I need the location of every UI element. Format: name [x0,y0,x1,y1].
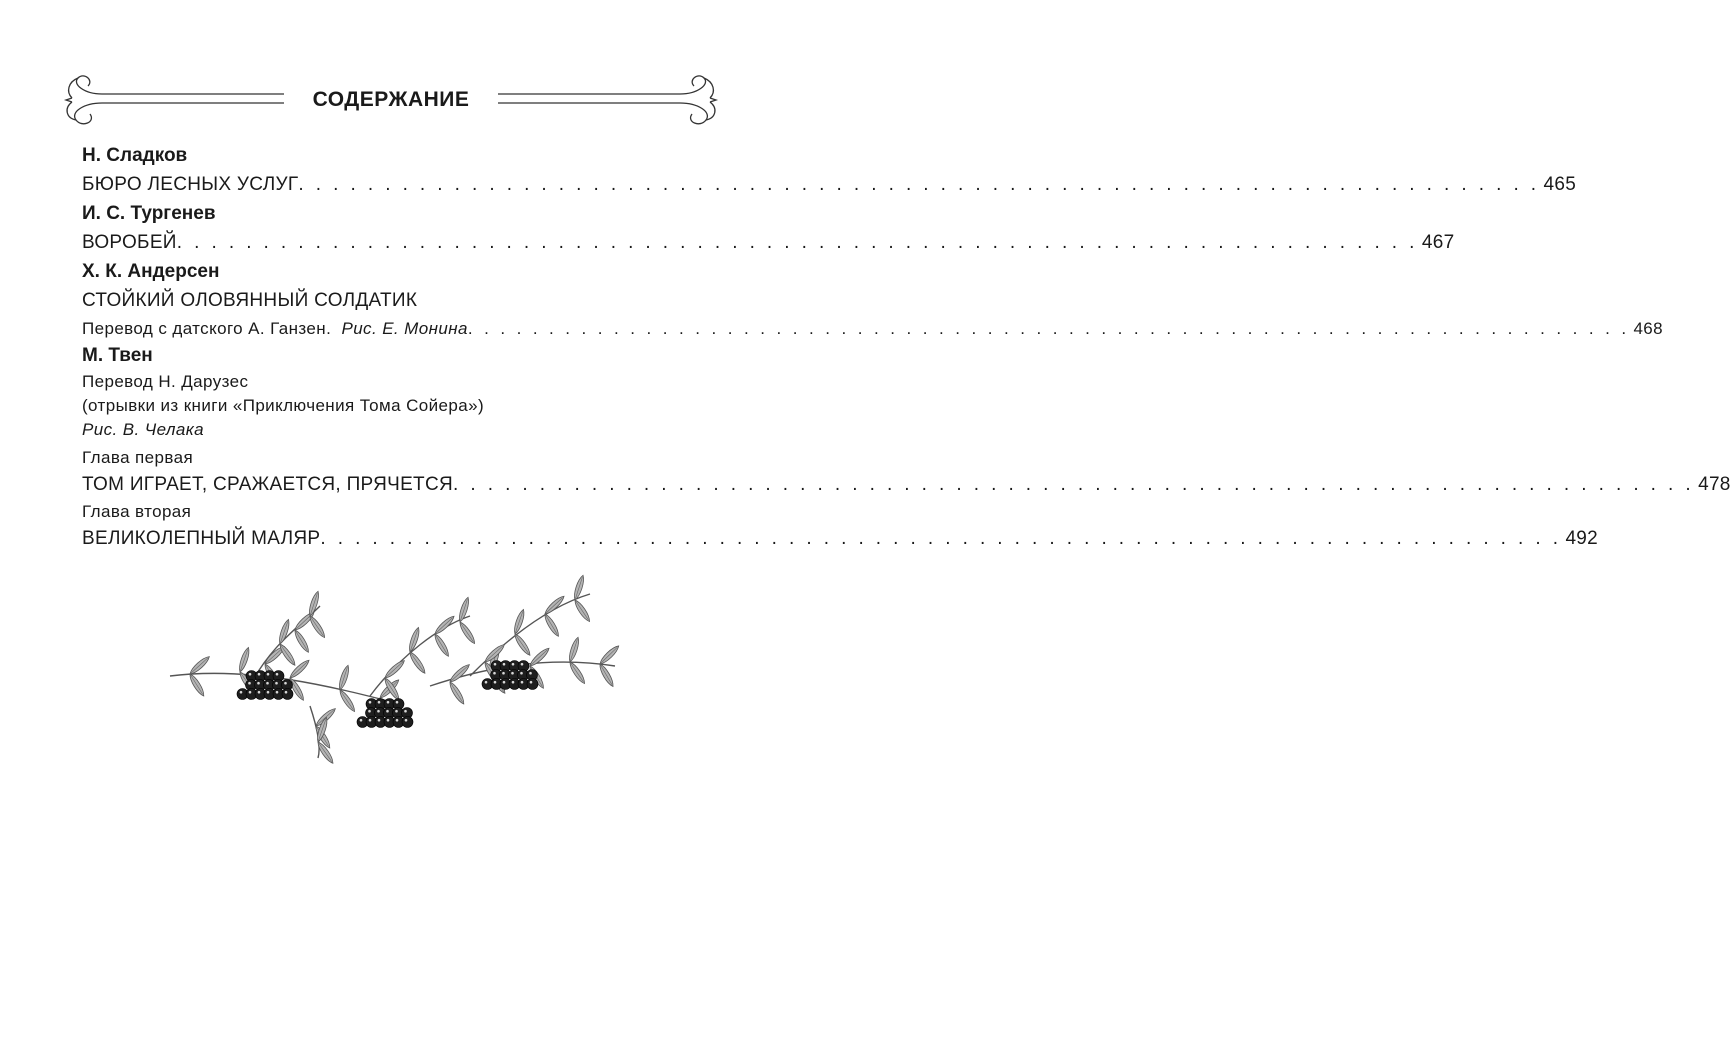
leaf-shape [447,680,466,705]
berry-highlight [512,681,515,684]
leaf-shape [432,632,451,657]
leaf-shape [277,618,291,645]
berry-highlight [285,691,288,694]
page-title: СОДЕРЖАНИЕ [312,88,470,111]
berry-highlight [405,719,408,722]
berry-highlight [395,710,398,713]
berry-highlight [494,681,497,684]
page-number: 478 [1698,474,1731,495]
leaf-shape [568,660,588,685]
berry-highlight [276,673,279,676]
berry-highlight [257,682,260,685]
berry-highlight [521,663,524,666]
leaf-shape [542,612,561,637]
berry-highlight [521,681,524,684]
berry-highlight [267,691,270,694]
berry-highlight [240,691,243,694]
leaf-shape [187,672,206,697]
berry-highlight [284,682,287,685]
entry-title: ВОРОБЕЙ [82,232,177,253]
entry-credits [82,316,468,342]
leaf-shape [408,650,428,675]
berry-highlight [529,672,532,675]
berry-highlight [275,682,278,685]
entry-title: БЮРО ЛЕСНЫХ УСЛУГ [82,174,299,195]
berry-highlight [267,673,270,676]
entry-title: ТОМ ИГРАЕТ, СРАЖАЕТСЯ, ПРЯЧЕТСЯ [82,474,453,495]
berry-highlight [511,672,514,675]
berry-highlight [266,682,269,685]
berry-highlight [396,719,399,722]
berry-shape [282,689,293,700]
leaf-shape [528,646,551,668]
author-name: И. С. Тургенев [82,203,216,224]
illustrator-note: Рис. В. Челака [82,420,204,439]
leaf-shape [512,608,526,635]
page-number: 492 [1565,528,1599,549]
berry-highlight [387,719,390,722]
page-number: 468 [1633,319,1664,338]
dot-leader: . . . . . . . . . . . . . . . . . . . . . . . . . . . . . . . . . . . . . . . . . . . . . . . . . . . . . . . . . . . . . . . . . . . . . . . . [320,528,1562,549]
excerpt-note: (отрывки из книги «Приключения Тома Сойера») [82,396,485,415]
berry-highlight [276,691,279,694]
leaf-shape [308,614,328,639]
leaf-shape [513,632,533,657]
leaf-shape [383,658,406,680]
berry-highlight [503,681,506,684]
leaf-shape [573,598,593,623]
berry-highlight [530,681,533,684]
translation-note: Перевод Н. Дарузес [82,372,249,391]
chapter-label: Глава вторая [82,502,192,521]
berry-highlight [503,663,506,666]
leaf-shape [567,636,581,663]
page-number: 467 [1421,232,1455,253]
berry-highlight [493,672,496,675]
toc-entry[interactable] [82,316,1664,342]
berry-highlight [378,701,381,704]
berry-highlight [369,701,372,704]
berry-highlight [248,682,251,685]
toc-entry[interactable] [82,170,1577,200]
leaf-shape [572,574,586,601]
berry-highlight [387,701,390,704]
berry-highlight [377,710,380,713]
toc-entry[interactable] [82,470,1731,500]
table-of-contents [82,142,1731,554]
berry-highlight [520,672,523,675]
entry-title[interactable]: СТОЙКИЙ ОЛОВЯННЫЙ СОЛДАТИК [82,290,418,311]
dot-leader: . . . . . . . . . . . . . . . . . . . . . . . . . . . . . . . . . . . . . . . . . . . . . . . . . . . . . . . . . . . . . . . . . . . . . . . . [298,174,1540,195]
dot-leader: . . . . . . . . . . . . . . . . . . . . . . . . . . . . . . . . . . . . . . . . . . . . . . . . . . . . . . . . . . . . . . . . . . . . . . . . [453,474,1695,495]
rowan-branch-illustration [170,586,620,761]
berry-highlight [249,673,252,676]
dot-leader: . . . . . . . . . . . . . . . . . . . . . . . . . . . . . . . . . . . . . . . . . . . . . . . . . . . . . . . . . . . . . . . . . . . . . . . . [176,232,1418,253]
berry-highlight [368,710,371,713]
translation-note: Перевод с датского А. Ганзен. [82,319,332,338]
leaf-shape [337,664,351,691]
berry-highlight [512,663,515,666]
berry-highlight [386,710,389,713]
leaf-shape [278,642,298,667]
berry-highlight [369,719,372,722]
contents-header [62,70,720,140]
berry-highlight [360,719,363,722]
berry-highlight [396,701,399,704]
chapter-label: Глава первая [82,448,194,467]
leaf-shape [598,644,621,666]
dot-leader: . . . . . . . . . . . . . . . . . . . . . . . . . . . . . . . . . . . . . . . . . . . . . . . . . . . . . . . . . . . . . . . . . . . . . . . . [467,319,1630,338]
berry-shape [402,717,413,728]
entry-title: ВЕЛИКОЛЕПНЫЙ МАЛЯР [82,528,321,549]
berry-highlight [485,681,488,684]
page-number: 465 [1543,174,1577,195]
author-name: М. Твен [82,345,153,366]
berry-highlight [258,691,261,694]
author-name: Х. К. Андерсен [82,261,220,282]
berry-shape [527,679,538,690]
leaf-shape [458,620,478,645]
berry-highlight [249,691,252,694]
illustrator-note: Рис. Е. Монина [341,319,468,338]
berry-highlight [502,672,505,675]
toc-entry[interactable] [82,228,1455,258]
berry-highlight [378,719,381,722]
berry-highlight [404,710,407,713]
leaf-shape [237,646,251,673]
leaf-shape [292,628,311,653]
berry-highlight [258,673,261,676]
toc-entry[interactable] [82,524,1599,554]
author-name: Н. Сладков [82,145,188,166]
berry-highlight [494,663,497,666]
leaf-shape [433,614,456,636]
leaf-shape [448,662,471,684]
rowan-branch-icon [170,586,620,761]
